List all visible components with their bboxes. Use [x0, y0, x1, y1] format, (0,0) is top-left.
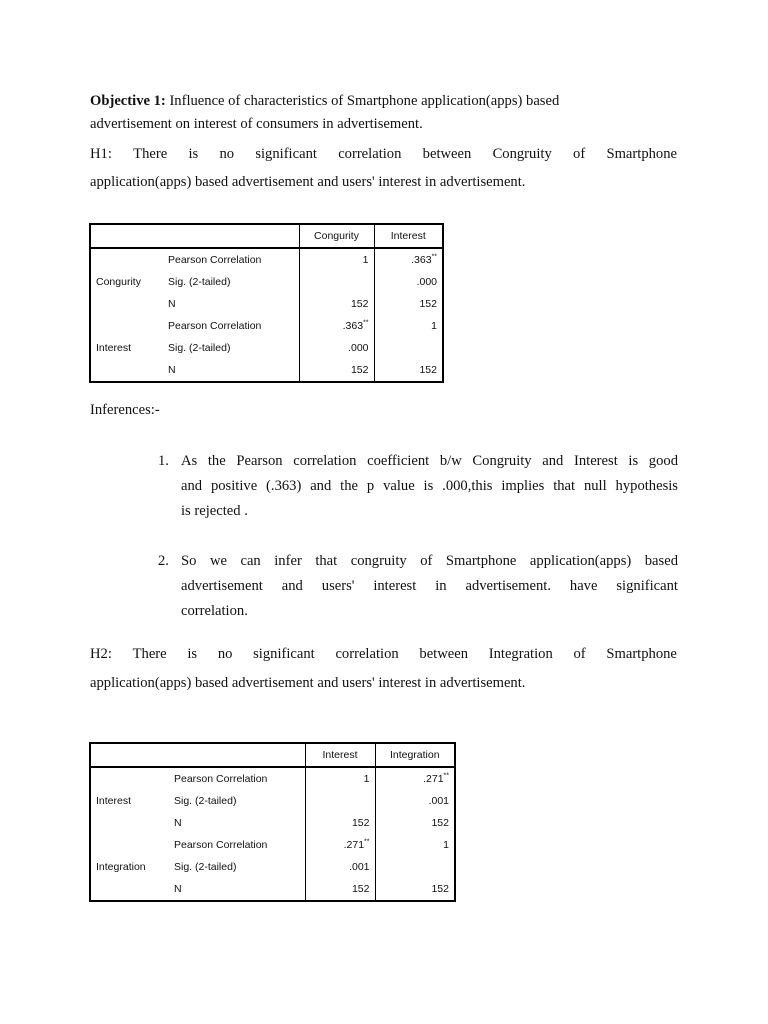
table-cell	[375, 812, 455, 834]
cell-value: 1	[362, 254, 369, 266]
row-stat-label	[169, 767, 305, 790]
row-group-label	[90, 834, 169, 856]
row-stat-label	[169, 834, 305, 856]
hypothesis-word: Smartphone	[606, 646, 677, 662]
row-group-label	[90, 359, 163, 382]
row-group-label	[90, 248, 163, 271]
table-cell	[375, 767, 455, 790]
column-header: Congurity	[299, 224, 374, 248]
row-stat-label	[163, 359, 299, 382]
cell-value: Pearson Correlation	[168, 320, 262, 332]
cell-value: .271	[423, 773, 444, 785]
row-stat-label	[169, 878, 305, 901]
cell-value: 152	[431, 883, 449, 895]
table-cell	[305, 767, 375, 790]
cell-value: Sig. (2-tailed)	[174, 861, 237, 873]
row-stat-label	[163, 271, 299, 293]
hypothesis-word: significant	[253, 646, 315, 662]
hypothesis-word: no	[217, 646, 233, 662]
objective-text-line2: advertisement on interest of consumers in advertisement.	[90, 116, 423, 132]
hypothesis-word: H2:	[90, 646, 112, 662]
row-stat-label	[163, 315, 299, 337]
table-row	[90, 812, 455, 834]
row-stat-label	[163, 337, 299, 359]
table-cell	[305, 812, 375, 834]
table-header-row	[90, 224, 443, 248]
cell-value: Sig. (2-tailed)	[168, 342, 231, 354]
cell-value: N	[174, 817, 182, 829]
list-item	[158, 549, 678, 624]
significance-marker: **	[363, 319, 369, 327]
table-cell	[375, 834, 455, 856]
objective-text-line1: Influence of characteristics of Smartphone application(apps) based	[169, 93, 560, 109]
cell-value: .363	[342, 320, 364, 332]
table-cell	[305, 790, 375, 812]
hypothesis-word: Congruity	[492, 146, 552, 162]
row-group-label	[90, 767, 169, 790]
row-stat-label	[169, 812, 305, 834]
table-cell	[299, 315, 374, 337]
h2-line1	[90, 646, 677, 663]
hypothesis-word: of	[573, 146, 586, 162]
list-item	[158, 449, 678, 524]
cell-value: 1	[443, 839, 449, 851]
table-cell	[299, 293, 374, 315]
table-header-row	[90, 743, 455, 767]
objective-paragraph	[90, 90, 677, 136]
list-item-line: So we can infer that congruity of Smartphone application(apps) based	[181, 553, 678, 569]
row-group-label	[90, 878, 169, 901]
row-group-label	[90, 315, 163, 337]
significance-marker: **	[364, 838, 370, 846]
list-item-line: As the Pearson correlation coefficient b/w Congruity and Interest is good	[181, 453, 678, 469]
table-cell	[305, 834, 375, 856]
column-header: Integration	[375, 743, 455, 767]
row-group-label	[90, 337, 163, 359]
row-stat-label	[163, 293, 299, 315]
cell-value: 152	[431, 817, 449, 829]
objective-label: Objective 1:	[90, 93, 166, 109]
cell-value: .271	[343, 839, 365, 851]
table-cell	[299, 337, 374, 359]
h1-line2: application(apps) based advertisement and users' interest in advertisement.	[90, 174, 526, 190]
table-cell	[305, 878, 375, 901]
cell-value: 152	[350, 298, 369, 310]
table-row	[90, 767, 455, 790]
cell-value: 1	[431, 320, 437, 332]
hypothesis-word: There	[133, 146, 168, 162]
cell-value: 1	[363, 773, 370, 785]
cell-value: Interest	[96, 342, 132, 354]
table-row	[90, 834, 455, 856]
hypothesis-word: between	[422, 146, 472, 162]
table-row	[90, 248, 443, 271]
row-stat-label	[169, 856, 305, 878]
cell-value: N	[174, 883, 182, 895]
correlation-table-2	[89, 742, 456, 902]
row-group-label	[90, 790, 169, 812]
hypothesis-word: Integration	[488, 646, 553, 662]
row-group-label	[90, 271, 163, 293]
table-cell	[374, 293, 443, 315]
correlation-table-1	[89, 223, 444, 383]
table-row	[90, 271, 443, 293]
table-cell	[374, 359, 443, 382]
cell-value: Pearson Correlation	[174, 839, 268, 851]
table-row	[90, 856, 455, 878]
row-stat-label	[163, 248, 299, 271]
cell-value: .000	[416, 276, 437, 288]
cell-value: Sig. (2-tailed)	[174, 795, 237, 807]
hypothesis-word: Smartphone	[606, 146, 677, 162]
significance-marker: **	[443, 772, 449, 780]
table-cell	[375, 790, 455, 812]
cell-value: 152	[351, 817, 370, 829]
cell-value: Congurity	[96, 276, 141, 288]
cell-value: .001	[349, 861, 370, 873]
hypothesis-word: correlation	[338, 146, 402, 162]
hypothesis-word: is	[188, 146, 199, 162]
cell-value: Integration	[96, 861, 146, 873]
cell-value: .363	[411, 254, 432, 266]
hypothesis-word: is	[187, 646, 198, 662]
row-stat-label	[169, 790, 305, 812]
cell-value: 152	[350, 364, 369, 376]
table-row	[90, 790, 455, 812]
hypothesis-word: of	[573, 646, 586, 662]
table-row	[90, 878, 455, 901]
h1-line1	[90, 146, 677, 163]
hypothesis-word: correlation	[335, 646, 399, 662]
cell-value: .000	[348, 342, 369, 354]
cell-value: 152	[419, 364, 437, 376]
cell-value: Pearson Correlation	[168, 254, 262, 266]
list-item-line: advertisement and users' interest in advertisement. have significant	[181, 578, 678, 594]
list-item-line: correlation.	[181, 603, 248, 619]
table-cell	[374, 315, 443, 337]
table-row	[90, 337, 443, 359]
hypothesis-word: no	[219, 146, 235, 162]
list-item-line: and positive (.363) and the p value is .000,this implies that null hypothesis	[181, 478, 678, 494]
hypothesis-word: There	[132, 646, 167, 662]
table-cell	[299, 359, 374, 382]
table-row	[90, 315, 443, 337]
cell-value: Pearson Correlation	[174, 773, 268, 785]
hypothesis-word: between	[419, 646, 469, 662]
significance-marker: **	[431, 253, 437, 261]
table-cell	[374, 337, 443, 359]
table-cell	[299, 271, 374, 293]
cell-value: .001	[428, 795, 449, 807]
table-cell	[375, 856, 455, 878]
list-item-line: is rejected .	[181, 503, 248, 519]
table-cell	[374, 271, 443, 293]
list-item-number: 2.	[158, 553, 169, 569]
h2-line2: application(apps) based advertisement and users' interest in advertisement.	[90, 675, 526, 691]
column-header: Interest	[305, 743, 375, 767]
row-group-label	[90, 856, 169, 878]
table-cell	[375, 878, 455, 901]
inferences-heading: Inferences:-	[90, 402, 160, 418]
table-row	[90, 293, 443, 315]
column-header: Interest	[374, 224, 443, 248]
cell-value: 152	[419, 298, 437, 310]
cell-value: 152	[351, 883, 370, 895]
table-row	[90, 359, 443, 382]
cell-value: Sig. (2-tailed)	[168, 276, 231, 288]
row-group-label	[90, 812, 169, 834]
cell-value: Interest	[96, 795, 132, 807]
hypothesis-word: significant	[255, 146, 317, 162]
table-cell	[305, 856, 375, 878]
hypothesis-word: H1:	[90, 146, 112, 162]
list-item-number: 1.	[158, 453, 169, 469]
row-group-label	[90, 293, 163, 315]
cell-value: N	[168, 364, 176, 376]
cell-value: N	[168, 298, 176, 310]
table-cell	[374, 248, 443, 271]
table-cell	[299, 248, 374, 271]
